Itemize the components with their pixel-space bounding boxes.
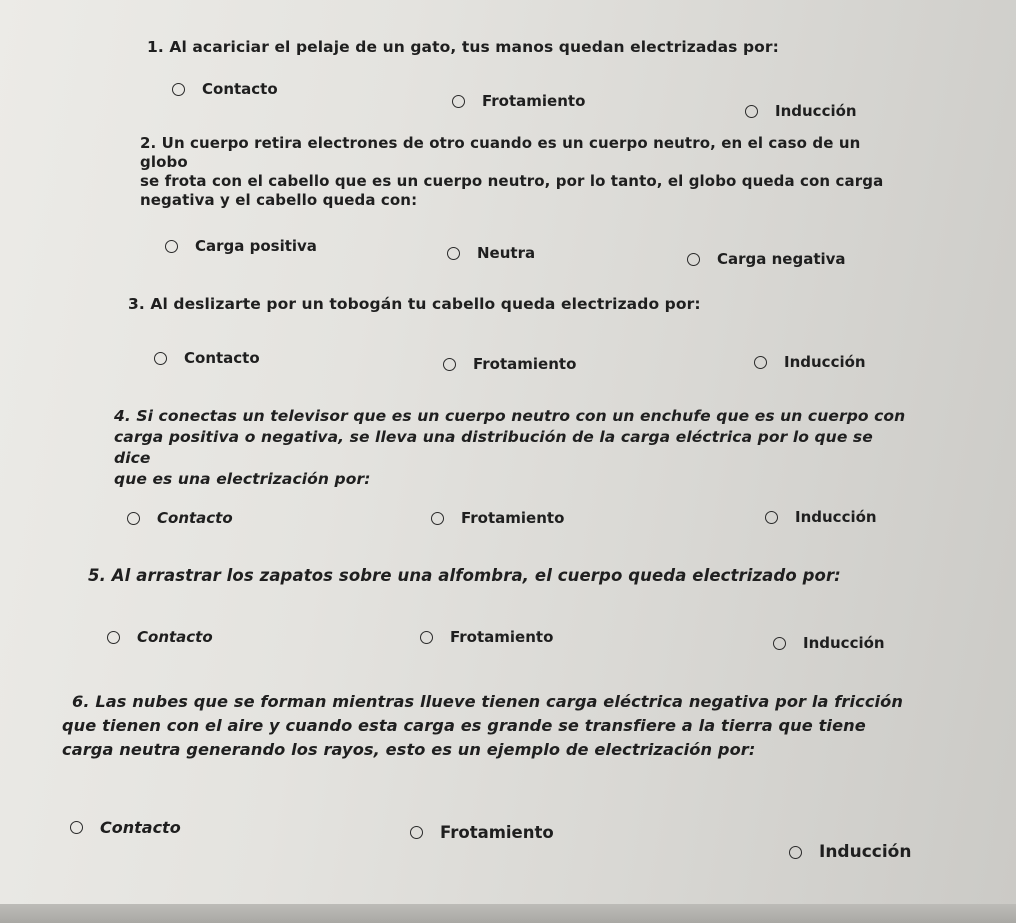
radio-icon[interactable] [107,631,120,644]
radio-icon[interactable] [687,253,700,266]
question-4-line-2: carga positiva o negativa, se lleva una distribución de la carga eléctrica por lo que se dice [114,428,873,467]
radio-icon[interactable] [70,821,83,834]
option-label: Neutra [477,244,536,262]
option-label: Frotamiento [473,355,577,373]
radio-icon[interactable] [410,826,423,839]
q3-option-contacto[interactable] [154,349,260,367]
q5-option-induccion[interactable] [773,634,885,652]
radio-icon[interactable] [443,358,456,371]
q1-option-contacto[interactable] [172,80,278,98]
radio-icon[interactable] [127,512,140,525]
radio-icon[interactable] [154,352,167,365]
option-label: Frotamiento [461,509,565,527]
q6-option-frotamiento[interactable] [410,823,554,842]
radio-icon[interactable] [447,247,460,260]
radio-icon[interactable] [745,105,758,118]
page-bottom-edge [0,904,1016,923]
q4-option-frotamiento[interactable] [431,509,564,527]
question-6-line-2: que tienen con el aire y cuando esta carga es grande se transfiere a la tierra que tiene [62,716,866,735]
question-3: 3. Al deslizarte por un tobogán tu cabello queda electrizado por: [128,295,701,313]
q6-option-contacto[interactable] [70,818,181,837]
q3-option-induccion[interactable] [754,353,866,371]
question-5: 5. Al arrastrar los zapatos sobre una alfombra, el cuerpo queda electrizado por: [88,566,841,585]
q2-option-carga-negativa[interactable] [687,250,846,268]
option-label: Inducción [819,842,912,862]
question-6 [62,690,962,762]
q5-option-frotamiento[interactable] [420,628,553,646]
option-label: Contacto [184,349,260,367]
q4-option-contacto[interactable] [127,509,233,527]
option-label: Inducción [795,508,877,526]
q4-option-induccion[interactable] [765,508,877,526]
question-4 [114,406,914,490]
option-label: Contacto [100,818,181,837]
q3-option-frotamiento[interactable] [443,355,576,373]
question-6-line-1: 6. Las nubes que se forman mientras llueve tienen carga eléctrica negativa por la fricción [72,692,904,711]
radio-icon[interactable] [789,846,802,859]
radio-icon[interactable] [773,637,786,650]
question-4-line-3: que es una electrización por: [114,470,371,488]
q5-option-contacto[interactable] [107,628,213,646]
radio-icon[interactable] [420,631,433,644]
option-label: Frotamiento [440,823,554,842]
radio-icon[interactable] [431,512,444,525]
radio-icon[interactable] [172,83,185,96]
q1-option-frotamiento[interactable] [452,92,585,110]
option-label: Inducción [775,102,857,120]
question-1: 1. Al acariciar el pelaje de un gato, tus manos quedan electrizadas por: [147,38,779,56]
q2-option-carga-positiva[interactable] [165,237,317,255]
radio-icon[interactable] [765,511,778,524]
question-2-line-3: negativa y el cabello queda con: [140,191,418,209]
question-6-line-3: carga neutra generando los rayos, esto es un ejemplo de electrización por: [62,740,756,759]
option-label: Contacto [202,80,278,98]
q6-option-induccion[interactable] [789,842,911,862]
radio-icon[interactable] [165,240,178,253]
question-2-line-1: 2. Un cuerpo retira electrones de otro cuando es un cuerpo neutro, en el caso de un globo [140,134,861,171]
option-label: Inducción [803,634,885,652]
question-4-line-1: 4. Si conectas un televisor que es un cuerpo neutro con un enchufe que es un cuerpo con [114,407,906,425]
option-label: Contacto [157,509,233,527]
question-2-line-2: se frota con el cabello que es un cuerpo neutro, por lo tanto, el globo queda con carga [140,172,884,190]
radio-icon[interactable] [754,356,767,369]
radio-icon[interactable] [452,95,465,108]
option-label: Carga positiva [195,237,317,255]
option-label: Frotamiento [482,92,586,110]
option-label: Carga negativa [717,250,846,268]
q1-option-induccion[interactable] [745,102,857,120]
question-2 [140,134,900,210]
option-label: Inducción [784,353,866,371]
option-label: Frotamiento [450,628,554,646]
q2-option-neutra[interactable] [447,244,535,262]
option-label: Contacto [137,628,213,646]
